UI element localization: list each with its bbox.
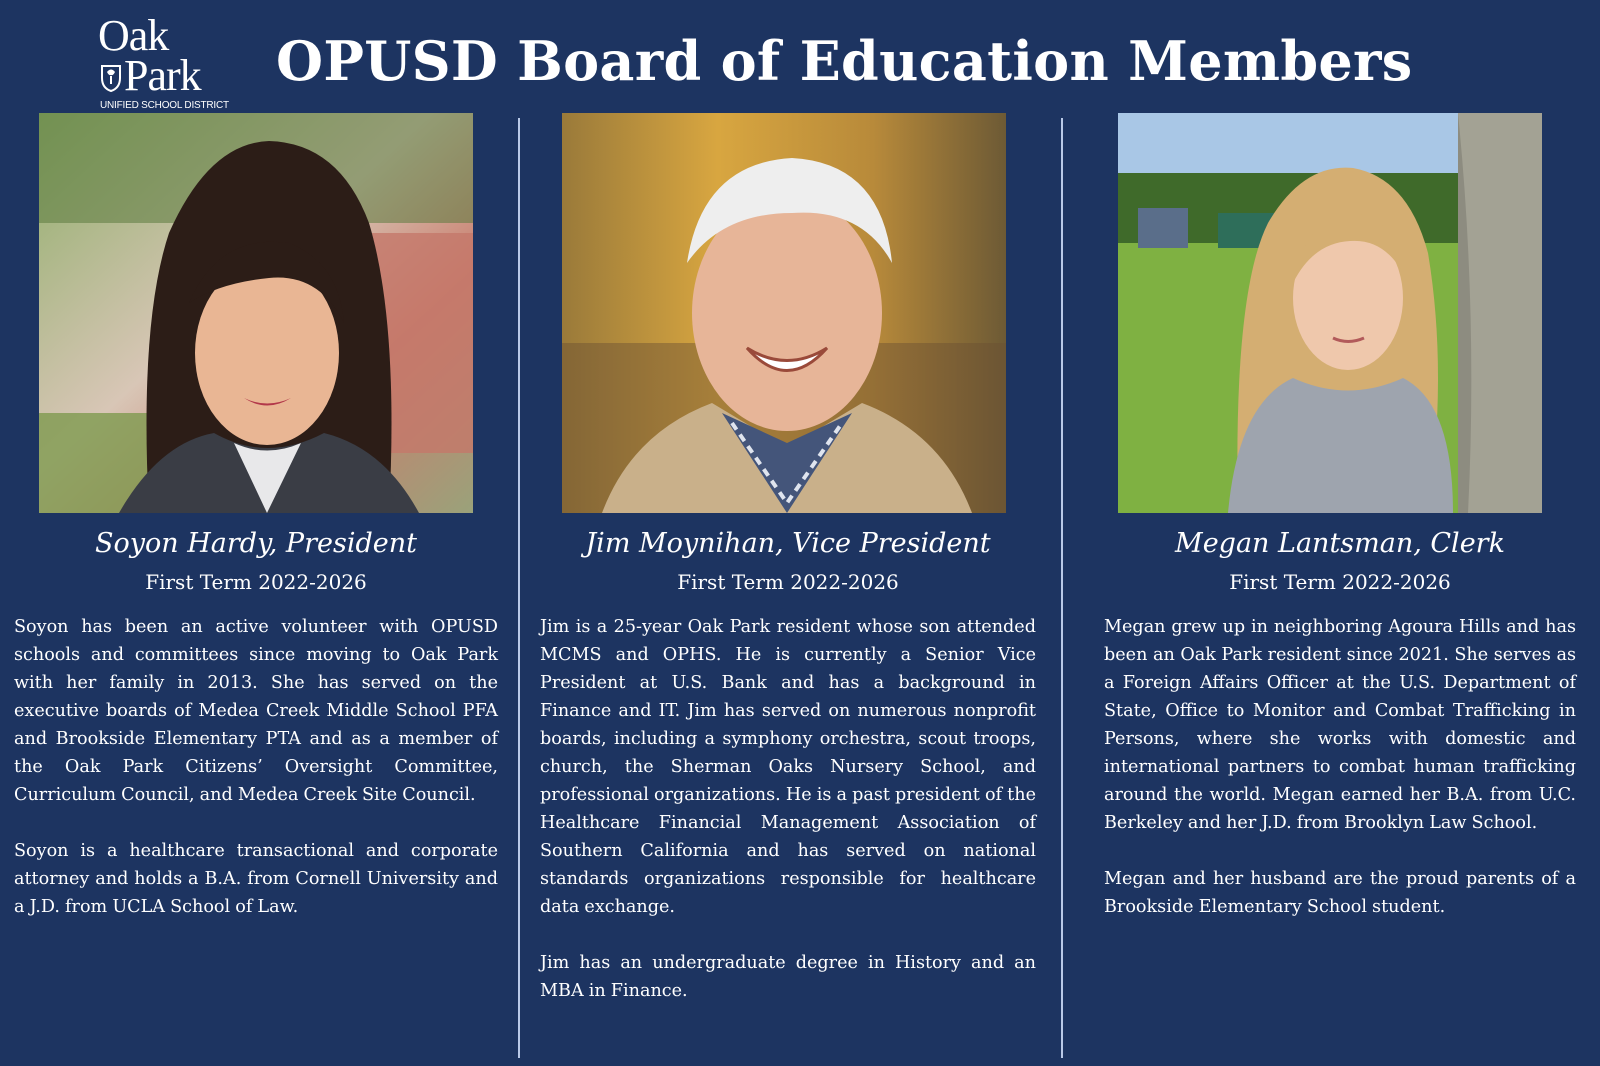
member-bio bbox=[1104, 613, 1576, 949]
member-card-vice-president bbox=[540, 0, 1036, 1066]
column-divider bbox=[518, 118, 520, 1058]
member-bio bbox=[14, 613, 498, 949]
page-title: OPUSD Board of Education Members bbox=[276, 29, 1413, 93]
bio-paragraph: Soyon is a healthcare transactional and corporate attorney and holds a B.A. from Cornell University and a J.D. from UCLA School of Law. bbox=[14, 841, 498, 917]
column-divider bbox=[1061, 118, 1063, 1058]
bio-paragraph: Megan and her husband are the proud parents of a Brookside Elementary School student. bbox=[1104, 869, 1576, 917]
member-name: Jim Moynihan, Vice President bbox=[585, 528, 991, 559]
logo-wordmark-park: Park bbox=[124, 51, 201, 100]
logo-subtitle: UNIFIED SCHOOL DISTRICT bbox=[100, 100, 229, 111]
bio-paragraph: Soyon has been an active volunteer with OPUSD schools and committees since moving to Oak Park with her family in 2013. She has served on the executive boards of Medea Creek Middle School PFA and Brookside Elementary PTA and as a member of the Oak Park Citizens’ Oversight Committee, Curriculum Council, and Medea Creek Site Council. bbox=[14, 617, 498, 805]
bio-paragraph: Megan grew up in neighboring Agoura Hills and has been an Oak Park resident since 2021. She serves as a Foreign Affairs Officer at the U.S. Department of State, Office to Monitor and Combat Trafficking in Persons, where she works with domestic and international partners to combat human trafficking around the world. Megan earned her B.A. from U.C. Berkeley and her J.D. from Brooklyn Law School. bbox=[1104, 617, 1576, 833]
member-name: Soyon Hardy, President bbox=[95, 528, 417, 559]
member-term: First Term 2022-2026 bbox=[145, 570, 367, 594]
member-term: First Term 2022-2026 bbox=[677, 570, 899, 594]
member-name: Megan Lantsman, Clerk bbox=[1175, 528, 1505, 559]
logo-wordmark-oak: Oak bbox=[98, 11, 169, 60]
member-card-president bbox=[14, 0, 498, 1066]
member-photo bbox=[39, 113, 473, 513]
member-term: First Term 2022-2026 bbox=[1229, 570, 1451, 594]
bio-paragraph: Jim is a 25-year Oak Park resident whose son attended MCMS and OPHS. He is currently a Senior Vice President at U.S. Bank and has a background in Finance and IT. Jim has served on numerous nonprofit boards, including a symphony orchestra, scout troops, church, the Sherman Oaks Nursery School, and professional organizations. He is a past president of the Healthcare Financial Management Association of Southern California and has served on national standards organizations responsible for healthcare data exchange. bbox=[540, 617, 1036, 917]
member-photo bbox=[1118, 113, 1542, 513]
member-bio bbox=[540, 613, 1036, 1033]
member-photo bbox=[562, 113, 1006, 513]
bio-paragraph: Jim has an undergraduate degree in History and an MBA in Finance. bbox=[540, 953, 1036, 1001]
member-card-clerk bbox=[1104, 0, 1576, 1066]
